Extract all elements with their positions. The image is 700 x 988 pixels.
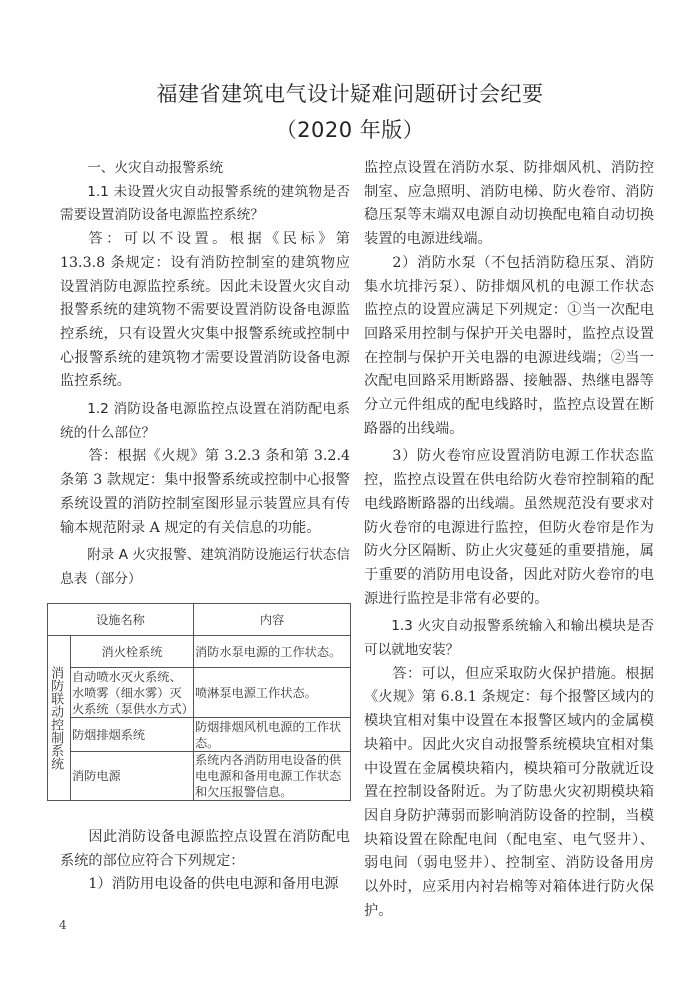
group-label: 消防联动控制系统: [48, 666, 64, 770]
facility-name-cell: 消防电源: [71, 752, 194, 801]
group-label-cell: [48, 636, 71, 801]
document-edition: （2020 年版）: [275, 118, 425, 142]
question-1-3: 1.3 火灾自动报警系统输入和输出模块是否可以就地安装？: [364, 618, 654, 659]
appendix-caption: 附录 A 火灾报警、建筑消防设施运行状态信息表（部分）: [60, 547, 350, 587]
paragraph-item-1-start: 1）消防用电设备的供电电源和备用电源: [88, 876, 339, 893]
content-cell: 系统内各消防用电设备的供电电源和备用电源工作状态和欠压报警信息。: [194, 752, 351, 801]
document-title: 福建省建筑电气设计疑难问题研讨会纪要: [156, 82, 544, 106]
paragraph-item-3: 3）防火卷帘应设置消防电源工作状态监控，监控点设置在供电给防火卷帘控制箱的配电线路断路器的出线端。虽然规范没有要求对防火卷帘的电源进行监控，但防火卷帘是作为防火分区隔断、防止火灾蔓延的重要措施，属于重要的消防用电设备，因此对防火卷帘的电源进行监控是非常有必要的。: [364, 448, 654, 607]
header-content: 内容: [194, 604, 351, 636]
facility-status-table: [47, 603, 351, 801]
paragraph-monitoring-rules: 因此消防设备电源监控点设置在消防配电系统的部位应符合下列规定：: [60, 829, 350, 869]
table-row: [48, 718, 351, 752]
page-number: 4: [59, 918, 67, 932]
header-facility-name: 设施名称: [48, 604, 194, 636]
content-cell: 消防水泵电源的工作状态。: [194, 636, 351, 668]
answer-1-1: 答：可以不设置。根据《民标》第 13.3.8 条规定：设有消防控制室的建筑物应设置消防电源监控系统。因此未设置火灾自动报警系统的建筑物不需要设置消防设备电源监控系统，只有设置火灾集中报警系统或控制中心报警系统的建筑物才需要设置消防设备电源监控系统。: [60, 231, 350, 390]
table-row: [48, 752, 351, 801]
answer-1-3: 答：可以，但应采取防火保护措施。根据《火规》第 6.8.1 条规定：每个报警区域内的模块宜相对集中设置在本报警区域内的金属模块箱中。因此火灾自动报警系统模块宜相对集中设置在金属模块箱内，模块箱可分散就近设置在控制设备附近。为了防患火灾初期模块箱因自身防护薄弱而影响消防设备的控制，当模块箱设置在除配电间（配电室、电气竖井）、弱电间（弱电竖井）、控制室、消防设备用房以外时，应采用内衬岩棉等对箱体进行防火保护。: [364, 665, 654, 919]
content-cell: 喷淋泵电源工作状态。: [194, 668, 351, 718]
section-heading: 一、火灾自动报警系统: [87, 160, 224, 176]
after-table-text: [60, 826, 350, 897]
table-row: [48, 668, 351, 718]
right-column: [364, 157, 654, 924]
facility-name-cell: 防烟排烟系统: [71, 718, 194, 752]
facility-name-cell: 自动喷水灭火系统、水喷雾（细水雾）灭火系统（泵供水方式）: [72, 669, 194, 716]
answer-1-2: 答：根据《火规》第 3.2.3 条和第 3.2.4 条第 3 款规定：集中报警系统或控制中心报警系统设置的消防控制室图形显示装置应具有传输本规范附录 A 规定的有关信息的功能。: [60, 448, 350, 536]
table-header-row: [48, 604, 351, 636]
paragraph-item-1-cont: 监控点设置在消防水泵、防排烟风机、消防控制室、应急照明、消防电梯、防火卷帘、消防稳压泵等末端双电源自动切换配电箱自动切换装置的电源进线端。: [364, 160, 654, 248]
content-cell: 防烟排烟风机电源的工作状态。: [194, 718, 351, 752]
facility-name-cell: 消火栓系统: [71, 636, 194, 668]
table-row: [48, 636, 351, 668]
paragraph-item-2: 2）消防水泵（不包括消防稳压泵、消防集水坑排污泵）、防排烟风机的电源工作状态监控点的设置应满足下列规定：①当一次配电回路采用控制与保护开关电器时，监控点设置在控制与保护开关电器的电源进线端；②当一次配电回路采用断路器、接触器、热继电器等分立元件组成的配电线路时，监控点设置在断路器的出线端。: [364, 254, 654, 437]
left-column: [60, 157, 350, 592]
question-1-1: 1.1 未设置火灾自动报警系统的建筑物是否需要设置消防设备电源监控系统？: [60, 183, 350, 224]
question-1-2: 1.2 消防设备电源监控点设置在消防配电系统的什么部位？: [60, 401, 350, 441]
